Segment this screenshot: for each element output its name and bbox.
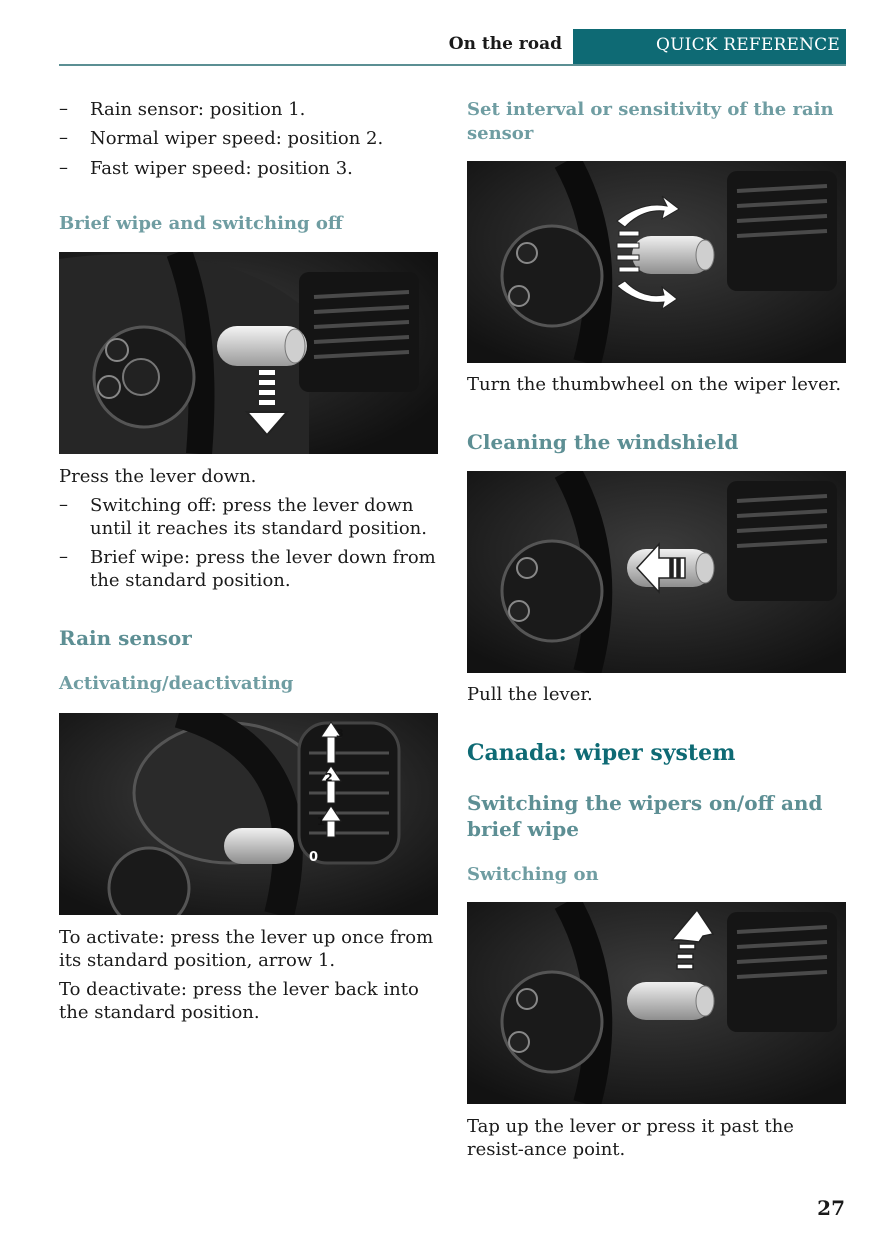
brief-caption: Press the lever down. xyxy=(59,466,257,487)
list-dash: – xyxy=(59,98,68,119)
interval-caption: Turn the thumbwheel on the wiper lever. xyxy=(467,374,842,395)
list-item-text: Normal wiper speed: position 2. xyxy=(90,128,384,149)
cleaning-heading: Cleaning the windshield xyxy=(467,430,739,454)
position-0-label: 0 xyxy=(309,850,319,865)
pull-lever-illustration xyxy=(467,471,846,673)
section-title: On the road xyxy=(448,34,562,54)
rain-sensor-heading: Rain sensor xyxy=(59,626,192,650)
activating-heading: Activating/deactivating xyxy=(59,673,294,694)
switching-on-heading: Switching on xyxy=(467,864,599,885)
header-divider xyxy=(59,64,846,66)
deactivate-text: To deactivate: press the lever back into the standard position. xyxy=(59,979,419,1023)
press-lever-down-illustration xyxy=(59,252,438,454)
list-dash: – xyxy=(59,127,68,148)
switching-heading: Switching the wipers on/off and brief wipe xyxy=(467,791,823,841)
list-item-text: Rain sensor: position 1. xyxy=(90,99,306,120)
activate-text: To activate: press the lever up once from its standard position, arrow 1. xyxy=(59,927,434,971)
position-2-label: 2 xyxy=(325,771,333,784)
canada-heading: Canada: wiper system xyxy=(467,740,736,766)
list-dash: – xyxy=(59,157,68,178)
list-item-text: Fast wiper speed: position 3. xyxy=(90,158,353,179)
quick-reference-label: QUICK REFERENCE xyxy=(655,35,840,55)
list-dash: – xyxy=(59,494,68,515)
position-3-label: 3 xyxy=(336,727,344,740)
tap-up-lever-illustration xyxy=(467,902,846,1104)
brief-wipe-heading: Brief wipe and switching off xyxy=(59,213,343,234)
list-item-text: Switching off: press the lever down until it reaches its standard position. xyxy=(90,495,427,539)
page-number: 27 xyxy=(817,1196,845,1220)
rain-sensor-positions-illustration xyxy=(59,713,438,915)
switching-on-caption: Tap up the lever or press it past the resist-ance point. xyxy=(467,1116,794,1160)
list-dash: – xyxy=(59,546,68,567)
quick-reference-tab xyxy=(573,29,846,65)
cleaning-caption: Pull the lever. xyxy=(467,684,593,705)
thumbwheel-illustration xyxy=(467,161,846,363)
interval-heading: Set interval or sensitivity of the rain sensor xyxy=(467,99,834,144)
list-item-text: Brief wipe: press the lever down from the standard position. xyxy=(90,547,436,591)
position-1-label: 1 xyxy=(317,815,325,828)
